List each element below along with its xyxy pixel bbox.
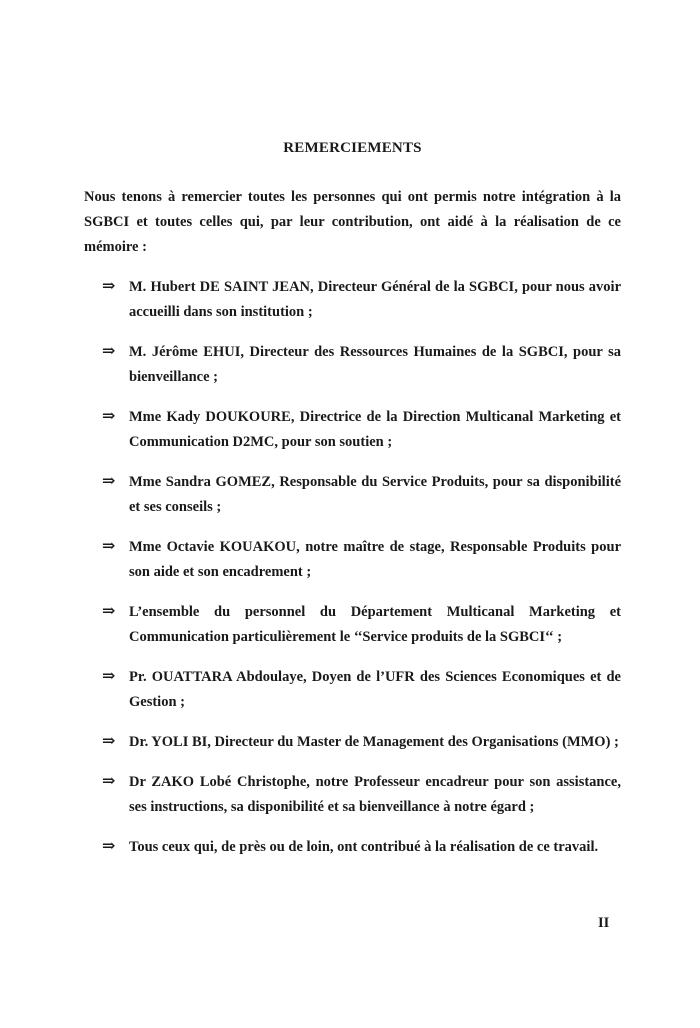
double-arrow-bullet-icon: ⇒ bbox=[102, 473, 116, 490]
list-item bbox=[84, 665, 621, 715]
list-item-text: M. Hubert DE SAINT JEAN, Directeur Général de la SGBCI, pour nous avoir accueilli dans son institution ; bbox=[129, 279, 621, 320]
double-arrow-bullet-icon: ⇒ bbox=[102, 838, 116, 855]
list-item bbox=[84, 405, 621, 455]
page-content bbox=[84, 140, 621, 860]
list-item-text: Pr. OUATTARA Abdoulaye, Doyen de l’UFR des Sciences Economiques et de Gestion ; bbox=[129, 669, 621, 710]
double-arrow-bullet-icon: ⇒ bbox=[102, 408, 116, 425]
double-arrow-bullet-icon: ⇒ bbox=[102, 668, 116, 685]
list-item bbox=[84, 340, 621, 390]
acknowledgement-list bbox=[84, 275, 621, 860]
double-arrow-bullet-icon: ⇒ bbox=[102, 603, 116, 620]
list-item bbox=[84, 835, 621, 860]
page-number: II bbox=[598, 915, 610, 931]
list-item-text: Tous ceux qui, de près ou de loin, ont contribué à la réalisation de ce travail. bbox=[129, 839, 599, 855]
double-arrow-bullet-icon: ⇒ bbox=[102, 773, 116, 790]
list-item-text: Dr ZAKO Lobé Christophe, notre Professeur encadreur pour son assistance, ses instructions, sa disponibilité et sa bienveillance à notre égard ; bbox=[129, 774, 621, 815]
list-item-text: Mme Octavie KOUAKOU, notre maître de stage, Responsable Produits pour son aide et son encadrement ; bbox=[129, 539, 621, 580]
list-item bbox=[84, 470, 621, 520]
list-item bbox=[84, 770, 621, 820]
list-item-text: M. Jérôme EHUI, Directeur des Ressources Humaines de la SGBCI, pour sa bienveillance ; bbox=[129, 344, 621, 385]
list-item-text: L’ensemble du personnel du Département Multicanal Marketing et Communication particulièrement le ‘‘Service produits de la SGBCI‘‘ ; bbox=[129, 604, 621, 645]
page-title: REMERCIEMENTS bbox=[283, 140, 422, 156]
intro-paragraph: Nous tenons à remercier toutes les personnes qui ont permis notre intégration à la SGBCI et toutes celles qui, par leur contribution, ont aidé à la réalisation de ce mémoire : bbox=[84, 189, 621, 255]
list-item bbox=[84, 730, 621, 755]
double-arrow-bullet-icon: ⇒ bbox=[102, 733, 116, 750]
list-item-text: Mme Sandra GOMEZ, Responsable du Service Produits, pour sa disponibilité et ses conseils ; bbox=[129, 474, 621, 515]
double-arrow-bullet-icon: ⇒ bbox=[102, 538, 116, 555]
list-item bbox=[84, 535, 621, 585]
list-item bbox=[84, 600, 621, 650]
list-item bbox=[84, 275, 621, 325]
list-item-text: Mme Kady DOUKOURE, Directrice de la Direction Multicanal Marketing et Communication D2MC, pour son soutien ; bbox=[129, 409, 621, 450]
list-item-text: Dr. YOLI BI, Directeur du Master de Management des Organisations (MMO) ; bbox=[129, 734, 619, 750]
double-arrow-bullet-icon: ⇒ bbox=[102, 343, 116, 360]
double-arrow-bullet-icon: ⇒ bbox=[102, 278, 116, 295]
